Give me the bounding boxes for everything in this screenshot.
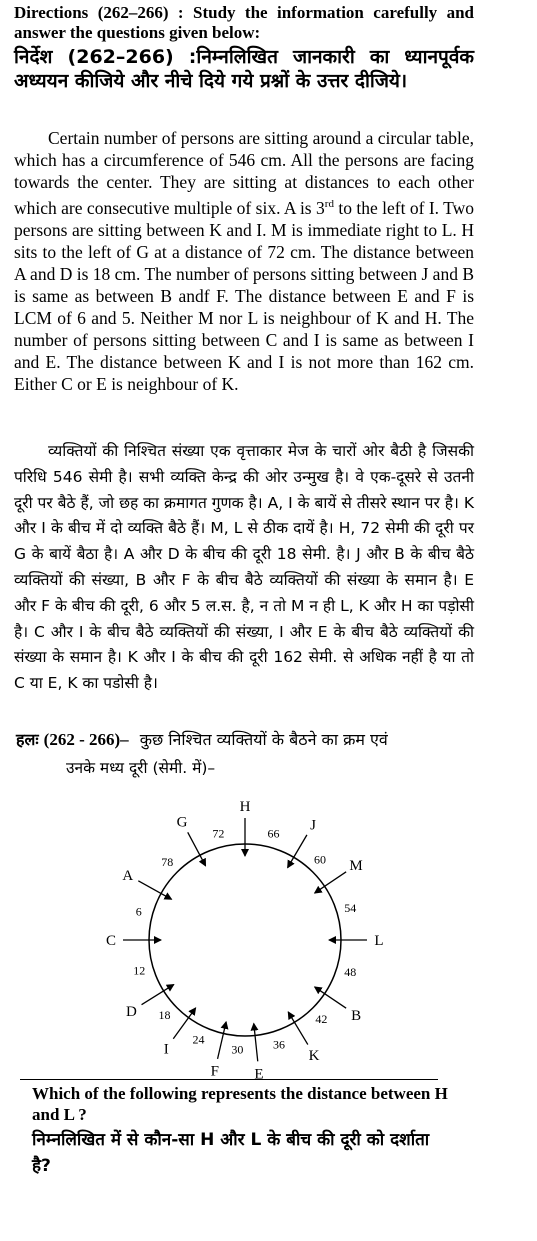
passage-english-part1: Certain number of persons are sitting around a circular table, which has a circumference of 546 cm. All the persons are facing towards the center. They are sitting at distances to each other which are consecutive multiple of six. A is 3 — [14, 128, 474, 218]
directions-hindi: निर्देश (262–266) :निम्नलिखित जानकारी का ध्यानपूर्वक अध्ययन कीजिये और नीचे दिये गये प्रश्नों के उत्तर दीजिये। — [14, 46, 474, 92]
person-label-b: B — [351, 1007, 362, 1024]
table-circle — [149, 844, 341, 1036]
distance-label: 24 — [192, 1032, 205, 1047]
arrow-m — [315, 872, 347, 893]
distance-label: 60 — [314, 852, 327, 867]
arrow-k — [288, 1012, 308, 1045]
person-label-a: A — [122, 868, 134, 885]
solution-text-line2: उनके मध्य दूरी (सेमी. में)– — [66, 759, 216, 777]
solution-label: हलः — [16, 730, 39, 749]
person-label-f: F — [210, 1063, 220, 1080]
solution-heading — [16, 728, 388, 750]
distance-label: 72 — [212, 826, 225, 841]
arrow-b — [315, 987, 347, 1008]
question-english: Which of the following represents the distance between H and L ? — [32, 1084, 448, 1124]
distance-label: 42 — [315, 1012, 328, 1027]
distance-label: 30 — [231, 1042, 244, 1057]
solution-text: कुछ निश्चित व्यक्तियों के बैठने का क्रम एवं — [139, 730, 388, 749]
question-hindi: निम्नलिखित में से कौन-सा H और L के बीच की दूरी को दर्शाता है? — [32, 1130, 430, 1176]
arrow-e — [254, 1024, 258, 1062]
passage-hindi — [14, 439, 474, 697]
person-label-h: H — [239, 799, 251, 815]
person-label-k: K — [308, 1047, 320, 1064]
person-label-l: L — [374, 933, 384, 949]
arrow-d — [142, 985, 174, 1005]
person-label-j: J — [310, 817, 316, 834]
solution-range: (262 - 266)– — [43, 730, 129, 749]
passage-english-part2: to the left of I. Two persons are sitting between K and I. M is immediate right to L. H sits to the left of G at a distance of 72 cm. The distance between A and D is 18 cm. The number of persons sitting between J and B is same as between B andf F. The distance between E and F is LCM of 6 and 5. Neither M nor L is neighbour of K and H. The number of persons sitting between C and I is same as between I and E. The distance between K and I is not more than 162 cm. Either C or E is neighbour of K. — [14, 197, 474, 394]
distance-label: 78 — [161, 855, 174, 870]
passage-hindi-text: व्यक्तियों की निश्चित संख्या एक वृत्ताकार मेज के चारों ओर बैठी है जिसकी परिधि 546 सेमी है। सभी व्यक्ति केन्द्र की ओर उन्मुख है। वे एक-दूसरे से उतनी दूरी पर बैठे हैं, जो छह का क्रमागत गुणक है। A, I के बायें से तीसरे स्थान पर है। K और I के बीच में दो व्यक्ति बैठे हैं। M, L से ठीक दायें है। H, 72 सेमी की दूरी पर G के बायें बैठा है। A और D के बीच की दूरी 18 सेमी. है। J और B के बीच बैठे व्यक्तियों की संख्या, B और F के बीच बैठे व्यक्तियों की संख्या के समान है। E और F के बीच की दूरी, 6 और 5 ल.स. है, न तो M न ही L, K और H का पड़ोसी है। C और I के बीच बैठे व्यक्तियों की संख्या, I और E के बीच बैठे व्यक्तियों की संख्या के समान है। K और I के बीच की दूरी 162 सेमी. से अधिक नहीं है या तो C या E, K का पडोसी है। — [14, 442, 474, 693]
seating-diagram — [105, 799, 400, 1083]
person-label-g: G — [176, 814, 188, 831]
person-label-c: C — [105, 933, 117, 949]
passage-english-sup: rd — [324, 198, 334, 210]
passage-english — [14, 127, 474, 395]
distance-label: 18 — [158, 1008, 171, 1023]
distance-label: 6 — [135, 904, 142, 919]
arrow-j — [288, 835, 307, 868]
distance-label: 12 — [133, 963, 146, 978]
separator-line — [20, 1079, 438, 1080]
distance-label: 54 — [344, 900, 357, 915]
person-label-d: D — [125, 1004, 137, 1021]
person-label-i: I — [163, 1041, 169, 1058]
directions-english: Directions (262–266) : Study the information carefully and answer the questions given below: — [14, 3, 474, 42]
person-label-e: E — [254, 1066, 264, 1083]
distance-label: 36 — [272, 1037, 285, 1052]
person-label-m: M — [349, 858, 363, 875]
arrow-f — [218, 1022, 227, 1059]
distance-label: 48 — [344, 965, 357, 980]
distance-label: 66 — [267, 826, 280, 841]
